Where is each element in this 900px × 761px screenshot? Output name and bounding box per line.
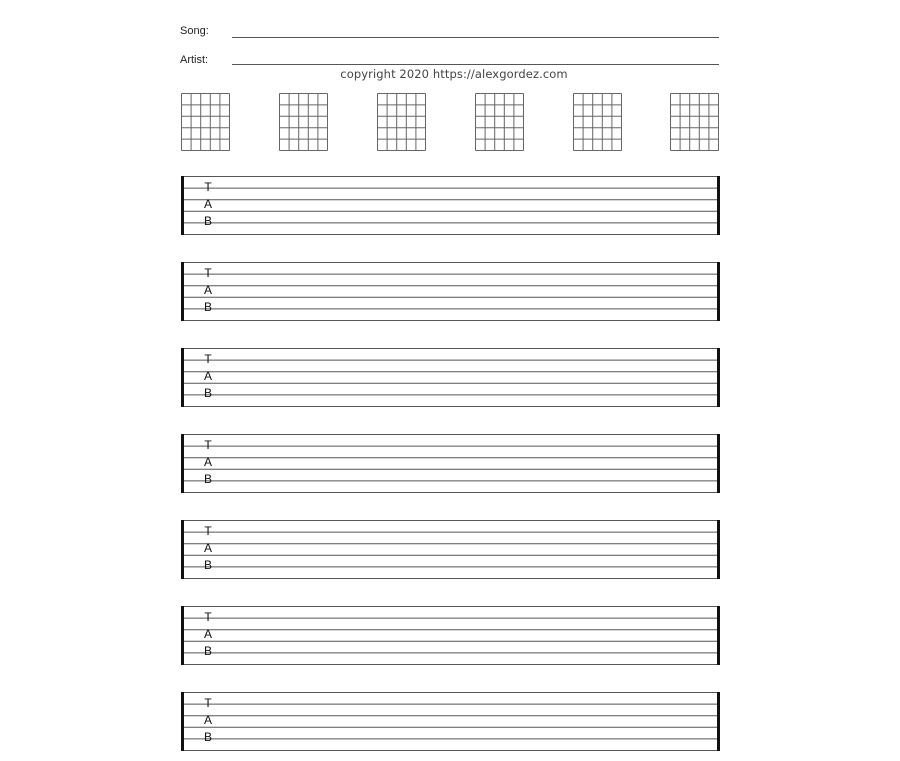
chord-diagram-box <box>181 93 230 151</box>
tab-clef-letter: B <box>203 730 212 744</box>
song-field-line[interactable] <box>232 37 719 38</box>
tab-clef-letter: B <box>203 472 212 486</box>
tab-staff <box>181 434 720 493</box>
chord-diagram-box <box>573 93 622 151</box>
tab-staff <box>181 176 720 235</box>
chord-diagram-box <box>279 93 328 151</box>
tab-clef-letter: A <box>203 369 212 383</box>
tab-clef-letter: A <box>203 627 212 641</box>
tab-clef-letter: B <box>203 644 212 658</box>
tab-clef-letter: T <box>204 696 212 710</box>
tab-clef-letter: B <box>203 300 212 314</box>
tab-clef-letter: B <box>203 558 212 572</box>
tab-clef-letter: T <box>204 524 212 538</box>
tab-staff <box>181 348 720 407</box>
tab-staff <box>181 692 720 751</box>
copyright-text: copyright 2020 https://alexgordez.com <box>340 67 568 81</box>
artist-label: Artist: <box>180 54 209 66</box>
tab-clef-letter: T <box>204 266 212 280</box>
tab-clef-letter: T <box>204 180 212 194</box>
song-label: Song: <box>180 25 209 37</box>
tab-clef-letter: A <box>203 197 212 211</box>
tab-clef-letter: T <box>204 352 212 366</box>
tab-clef-letter: A <box>203 455 212 469</box>
tab-staff <box>181 520 720 579</box>
tab-clef-letter: B <box>203 386 212 400</box>
chord-diagram-box <box>475 93 524 151</box>
tab-clef-letter: A <box>203 283 212 297</box>
tab-clef-letter: A <box>203 541 212 555</box>
tab-clef-letter: B <box>203 214 212 228</box>
tab-staff <box>181 262 720 321</box>
artist-field-line[interactable] <box>232 64 719 65</box>
tab-staff <box>181 606 720 665</box>
tab-clef-letter: A <box>203 713 212 727</box>
tab-clef-letter: T <box>204 438 212 452</box>
tab-clef-letter: T <box>204 610 212 624</box>
chord-diagram-box <box>670 93 719 151</box>
chord-diagram-box <box>377 93 426 151</box>
